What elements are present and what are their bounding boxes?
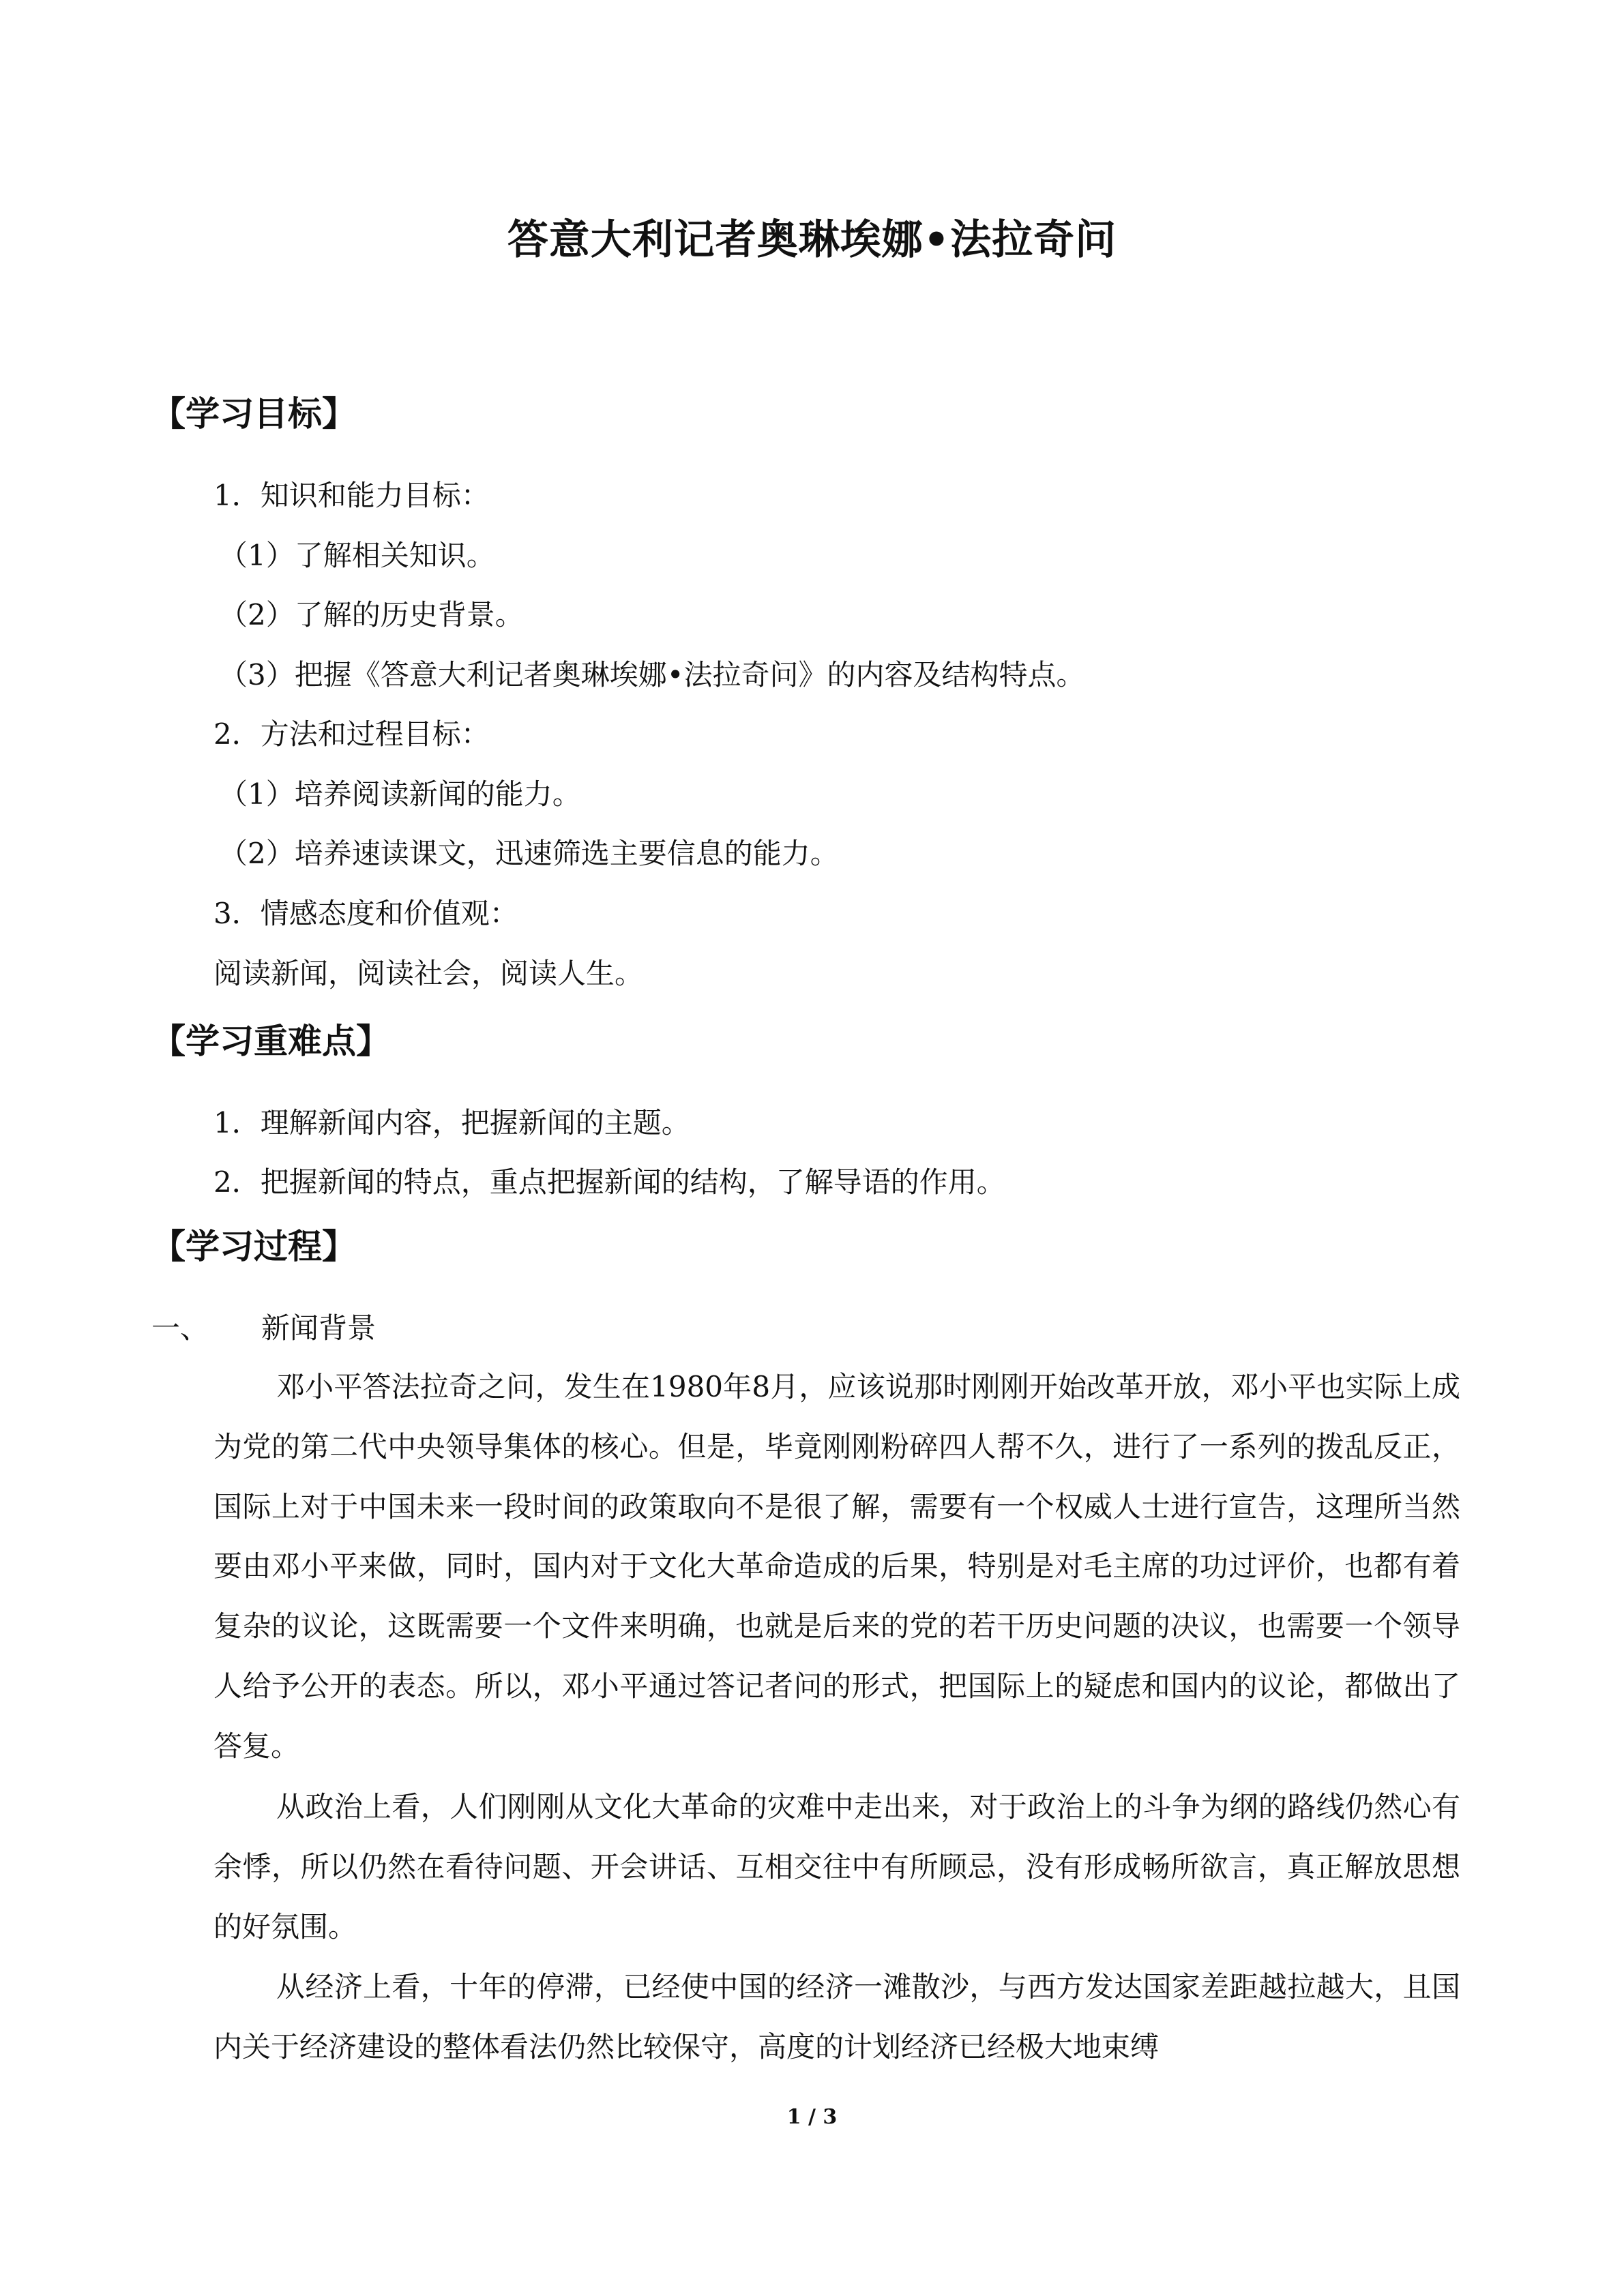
key-point-line-1: 1．理解新闻内容，把握新闻的主题。	[213, 1106, 690, 1139]
heading-learning-process: 【学习过程】	[151, 1227, 356, 1266]
heading-learning-goals: 【学习目标】	[151, 394, 356, 434]
goal-line-7: （2）培养速读课文，迅速筛选主要信息的能力。	[219, 837, 839, 870]
page-number: 1 / 3	[786, 2105, 838, 2129]
key-point-line-2: 2．把握新闻的特点，重点把握新闻的结构，了解导语的作用。	[213, 1165, 1005, 1199]
section-number: 一、	[151, 1311, 209, 1345]
goal-line-8: 3．情感态度和价值观：	[213, 897, 518, 930]
paragraph-background-3: 从经济上看，十年的停滞，已经使中国的经济一滩散沙，与西方发达国家差距越拉越大，且国内关于经济建设的整体看法仍然比较保守，高度的计划经济已经极大地束缚	[213, 1970, 1460, 2063]
heading-key-points: 【学习重难点】	[151, 1022, 390, 1061]
goal-line-3: （2）了解的历史背景。	[219, 598, 524, 631]
goal-line-1: 1．知识和能力目标：	[213, 479, 490, 512]
section-title: 新闻背景	[261, 1311, 377, 1345]
paragraph-background-1: 邓小平答法拉奇之问，发生在1980年8月，应该说那时刚刚开始改革开放，邓小平也实际上成为党的第二代中央领导集体的核心。但是，毕竟刚刚粉碎四人帮不久，进行了一系列的拨乱反正，国际上对于中国未来一段时间的政策取向不是很了解，需要有一个权威人士进行宣告，这理所当然要由邓小平来做，同时，国内对于文化大革命造成的后果，特别是对毛主席的功过评价，也都有着复杂的议论，这既需要一个文件来明确，也就是后来的党的若干历史问题的决议，也需要一个领导人给予公开的表态。所以，邓小平通过答记者问的形式，把国际上的疑虑和国内的议论，都做出了答复。	[213, 1370, 1460, 1763]
paragraph-background-2: 从政治上看，人们刚刚从文化大革命的灾难中走出来，对于政治上的斗争为纲的路线仍然心有余悸，所以仍然在看待问题、开会讲话、互相交往中有所顾忌，没有形成畅所欲言，真正解放思想的好氛围。	[213, 1790, 1460, 1943]
goal-line-2: （1）了解相关知识。	[219, 539, 495, 572]
goal-line-5: 2．方法和过程目标：	[213, 717, 490, 751]
page-title: 答意大利记者奥琳埃娜•法拉奇问	[507, 216, 1117, 264]
goal-line-9: 阅读新闻，阅读社会，阅读人生。	[213, 957, 644, 990]
goal-line-4: （3）把握《答意大利记者奥琳埃娜•法拉奇问》的内容及结构特点。	[219, 658, 1085, 691]
goal-line-6: （1）培养阅读新闻的能力。	[219, 777, 581, 811]
